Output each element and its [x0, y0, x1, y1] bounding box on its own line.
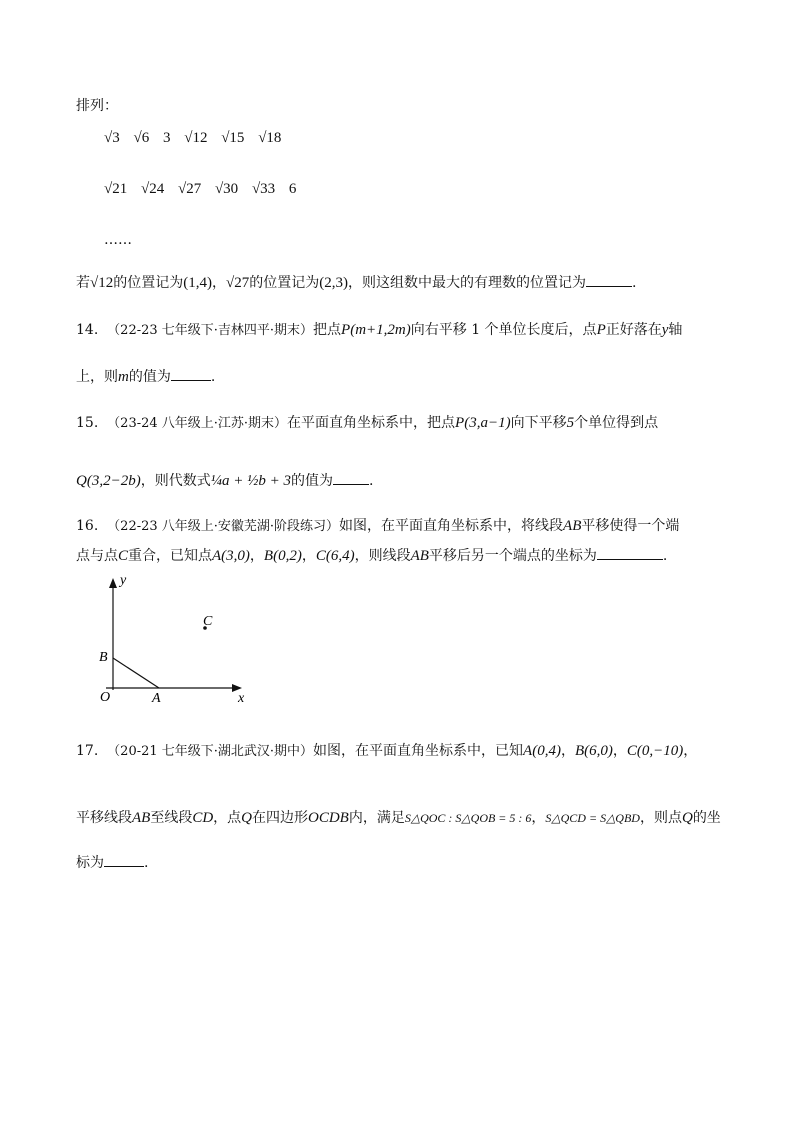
point-p: P(3,a−1) — [455, 415, 511, 431]
label-c: C — [203, 614, 213, 629]
area-ratio: S△QOC : S△QOB = 5 : 6 — [404, 811, 532, 825]
position-1: (1,4) — [183, 275, 212, 291]
question-source: （20-21 七年级下·湖北武汉·期中） — [107, 744, 314, 759]
sqrt-item: √27 — [177, 181, 202, 197]
sqrt-row-1 — [104, 130, 291, 147]
sqrt-item: 3 — [162, 130, 171, 146]
sqrt-item: √12 — [184, 130, 208, 146]
answer-blank — [597, 545, 663, 560]
answer-blank — [333, 470, 369, 485]
sqrt-item: 6 — [288, 181, 297, 197]
point-b: B(0,2) — [263, 548, 302, 564]
sqrt-item: √18 — [258, 130, 282, 146]
q17-line-1: 17. （20-21 七年级下·湖北武汉·期中）如图，在平面直角坐标系中，已知A(0,4)，B(6,0)，C(0,−10)， — [76, 743, 698, 759]
position-2: (2,3) — [319, 275, 348, 291]
q16-line-2: 点与点C重合，已知点A(3,0)，B(0,2)，C(6,4)，则线段AB平移后另一个端点的坐标为 . — [76, 545, 667, 566]
question-number: 16. — [76, 518, 99, 534]
q15-line-1: 15. （23-24 八年级上·江苏·期末）在平面直角坐标系中，把点P(3,a−1)向下平移5个单位得到点 — [76, 415, 659, 431]
point-b: B(6,0) — [574, 743, 613, 759]
coordinate-figure — [96, 572, 276, 702]
area-equality: S△QCD = S△QBD — [545, 811, 640, 825]
sqrt-item: √30 — [214, 181, 239, 197]
q14-line-1: 14. （22-23 七年级下·吉林四平·期末）把点P(m+1,2m)向右平移 1 个单位长度后，点P正好落在y轴 — [76, 322, 683, 338]
sqrt-item: √15 — [221, 130, 245, 146]
sqrt-item: √33 — [251, 181, 276, 197]
point-c: C(0,−10) — [626, 743, 684, 759]
label-y: y — [120, 573, 127, 588]
question-source: （22-23 七年级下·吉林四平·期末） — [107, 323, 314, 338]
label-b: B — [99, 650, 108, 665]
q17-line-2: 平移线段AB至线段CD，点Q在四边形OCDB内，满足S△QOC : S△QOB = 5 : 6，S△QCD = S△QBD，则点Q的坐 — [76, 810, 721, 826]
q16-line-1: 16. （22-23 八年级上·安徽芜湖·阶段练习）如图，在平面直角坐标系中，将线段AB平移使得一个端 — [76, 518, 680, 534]
answer-blank — [586, 272, 632, 287]
question-number: 17. — [76, 743, 99, 759]
sqrt-item: √21 — [104, 181, 128, 197]
question-source: （22-23 八年级上·安徽芜湖·阶段练习） — [107, 519, 340, 534]
sqrt-item: √6 — [133, 130, 150, 146]
question-number: 14. — [76, 322, 99, 338]
intro-label: 排列： — [76, 98, 118, 114]
answer-blank — [171, 366, 211, 381]
q17-line-3: 标为 . — [76, 852, 148, 873]
q14-line-2: 上，则m的值为 . — [76, 366, 215, 387]
label-o: O — [100, 690, 111, 702]
algebraic-expression: ¼a + ½b + 3 — [210, 473, 291, 489]
segment-ab — [113, 658, 159, 688]
sqrt-row-2 — [104, 181, 306, 198]
y-axis-arrow — [109, 578, 117, 588]
q15-line-2: Q(3,2−2b)，则代数式¼a + ½b + 3的值为 . — [76, 470, 373, 491]
point-a: A(0,4) — [523, 743, 561, 759]
question-number: 15. — [76, 415, 99, 431]
sqrt-item: √3 — [104, 130, 120, 146]
label-x: x — [238, 691, 245, 702]
point-p: P(m+1,2m) — [341, 322, 411, 338]
sqrt-27: √27 — [225, 275, 250, 291]
answer-blank — [104, 852, 144, 867]
ellipsis: …… — [104, 232, 132, 248]
point-c: C(6,4) — [315, 548, 355, 564]
question-source: （23-24 八年级上·江苏·期末） — [107, 416, 288, 431]
point-a: A(3,0) — [212, 548, 250, 564]
q13-line: 若√12的位置记为(1,4)，√27的位置记为(2,3)，则这组数中最大的有理数的位置记为 . — [76, 272, 636, 293]
point-q: Q(3,2−2b) — [76, 473, 141, 489]
label-a: A — [152, 691, 161, 702]
sqrt-item: √24 — [140, 181, 165, 197]
sqrt-12: √12 — [90, 275, 114, 291]
